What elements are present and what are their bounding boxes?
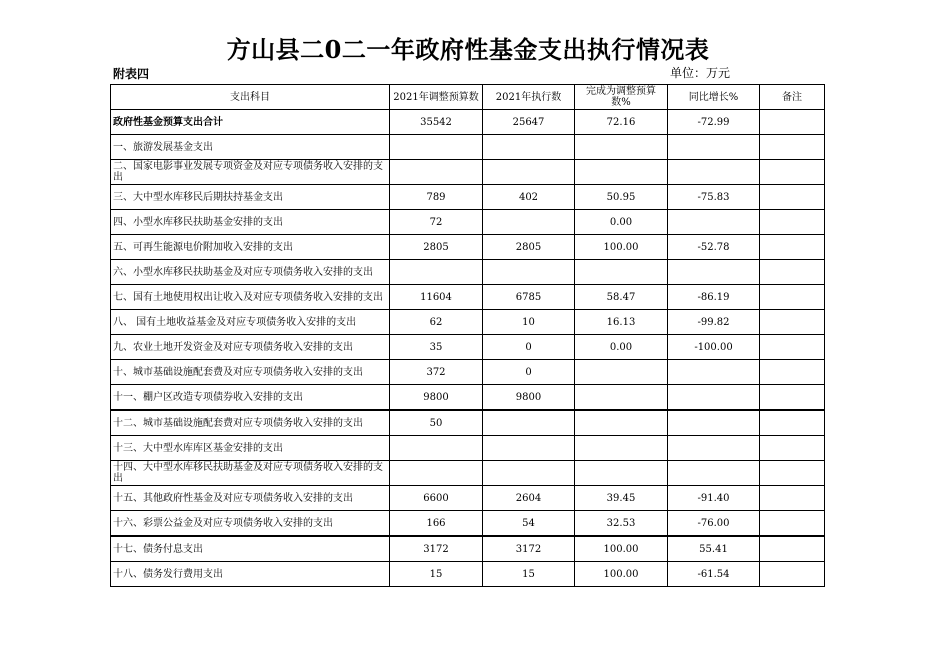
cell-budget: 9800 [390,385,483,411]
cell-note [760,110,825,135]
cell-budget: 3172 [390,536,483,562]
cell-subject: 十六、彩票公益金及对应专项债务收入安排的支出 [111,511,390,537]
cell-note [760,335,825,360]
cell-ratio [575,160,668,185]
header-note: 备注 [760,85,825,110]
cell-subject: 六、小型水库移民扶助基金及对应专项债务收入安排的支出 [111,260,390,285]
cell-subject: 十二、城市基础设施配套费对应专项债务收入安排的支出 [111,410,390,436]
cell-subject: 十三、大中型水库库区基金安排的支出 [111,436,390,461]
cell-budget: 372 [390,360,483,385]
cell-ratio [575,436,668,461]
cell-actual: 9800 [483,385,575,411]
cell-growth: -91.40 [668,486,760,511]
cell-budget: 789 [390,185,483,210]
expenditure-table [110,84,825,587]
cell-growth [668,210,760,235]
table-row [111,562,825,587]
cell-budget: 15 [390,562,483,587]
cell-growth: -76.00 [668,511,760,537]
cell-note [760,486,825,511]
cell-actual: 54 [483,511,575,537]
cell-actual [483,210,575,235]
cell-growth [668,410,760,436]
cell-ratio [575,135,668,160]
total-row [111,110,825,135]
cell-note [760,310,825,335]
cell-actual: 3172 [483,536,575,562]
cell-ratio: 58.47 [575,285,668,310]
cell-ratio: 100.00 [575,235,668,260]
cell-actual: 6785 [483,285,575,310]
cell-growth: -75.83 [668,185,760,210]
cell-note [760,360,825,385]
cell-budget [390,436,483,461]
cell-subject: 五、可再生能源电价附加收入安排的支出 [111,235,390,260]
cell-budget: 35 [390,335,483,360]
header-ratio: 完成为调整预算数% [575,85,668,110]
cell-budget [390,461,483,486]
cell-note [760,235,825,260]
cell-subject: 二、国家电影事业发展专项资金及对应专项债务收入安排的支出 [111,160,390,185]
cell-budget: 35542 [390,110,483,135]
cell-note [760,285,825,310]
cell-growth: -99.82 [668,310,760,335]
table-row [111,285,825,310]
cell-ratio: 0.00 [575,335,668,360]
cell-budget [390,160,483,185]
cell-growth: -72.99 [668,110,760,135]
cell-subject: 四、小型水库移民扶助基金安排的支出 [111,210,390,235]
cell-budget [390,135,483,160]
table-row [111,536,825,562]
header-actual: 2021年执行数 [483,85,575,110]
cell-subject: 十五、其他政府性基金及对应专项债务收入安排的支出 [111,486,390,511]
cell-growth: -100.00 [668,335,760,360]
cell-growth [668,436,760,461]
table-body [111,110,825,587]
cell-budget: 72 [390,210,483,235]
header-subject: 支出科目 [111,85,390,110]
cell-note [760,210,825,235]
cell-ratio [575,360,668,385]
cell-subject: 十一、棚户区改造专项债券收入安排的支出 [111,385,390,411]
table-row [111,360,825,385]
cell-note [760,135,825,160]
cell-growth: 55.41 [668,536,760,562]
cell-budget [390,260,483,285]
cell-actual [483,135,575,160]
table-row [111,185,825,210]
cell-budget: 62 [390,310,483,335]
table-row [111,260,825,285]
cell-ratio [575,410,668,436]
cell-note [760,436,825,461]
table-row [111,410,825,436]
cell-ratio: 16.13 [575,310,668,335]
cell-budget: 6600 [390,486,483,511]
cell-growth [668,135,760,160]
cell-budget: 166 [390,511,483,537]
table-row [111,135,825,160]
cell-actual: 2805 [483,235,575,260]
table-row [111,235,825,260]
cell-growth [668,461,760,486]
cell-ratio [575,461,668,486]
cell-note [760,185,825,210]
cell-actual [483,160,575,185]
cell-growth: -86.19 [668,285,760,310]
cell-growth [668,385,760,411]
cell-ratio: 72.16 [575,110,668,135]
table-row [111,436,825,461]
cell-note [760,260,825,285]
cell-note [760,536,825,562]
cell-subject: 一、旅游发展基金支出 [111,135,390,160]
table-row [111,461,825,486]
cell-subject: 十八、债务发行费用支出 [111,562,390,587]
cell-subject: 九、农业土地开发资金及对应专项债务收入安排的支出 [111,335,390,360]
cell-actual: 25647 [483,110,575,135]
table-row [111,160,825,185]
header-row [111,85,825,110]
header-growth: 同比增长% [668,85,760,110]
cell-subject: 三、大中型水库移民后期扶持基金支出 [111,185,390,210]
cell-ratio: 100.00 [575,536,668,562]
cell-actual: 0 [483,360,575,385]
cell-subject: 七、国有土地使用权出让收入及对应专项债务收入安排的支出 [111,285,390,310]
cell-actual: 402 [483,185,575,210]
table-row [111,385,825,411]
cell-subject: 十七、债务付息支出 [111,536,390,562]
table-row [111,310,825,335]
table-row [111,335,825,360]
cell-budget: 50 [390,410,483,436]
table-row [111,486,825,511]
cell-growth: -52.78 [668,235,760,260]
cell-actual: 15 [483,562,575,587]
cell-actual: 0 [483,335,575,360]
cell-growth [668,160,760,185]
header-budget: 2021年调整预算数 [390,85,483,110]
cell-budget: 11604 [390,285,483,310]
page-title: 方山县二0二一年政府性基金支出执行情况表 [226,35,710,64]
cell-subject: 八、 国有土地收益基金及对应专项债务收入安排的支出 [111,310,390,335]
cell-ratio: 100.00 [575,562,668,587]
cell-growth: -61.54 [668,562,760,587]
cell-ratio: 50.95 [575,185,668,210]
cell-note [760,461,825,486]
cell-subject: 十、城市基础设施配套费及对应专项债务收入安排的支出 [111,360,390,385]
cell-note [760,410,825,436]
cell-ratio: 0.00 [575,210,668,235]
cell-actual: 2604 [483,486,575,511]
cell-note [760,511,825,537]
cell-subject: 政府性基金预算支出合计 [111,110,390,135]
table-row [111,511,825,537]
appendix-label: 附表四 [113,67,150,81]
cell-growth [668,360,760,385]
table-row [111,210,825,235]
cell-actual [483,436,575,461]
cell-ratio: 39.45 [575,486,668,511]
cell-growth [668,260,760,285]
cell-ratio [575,385,668,411]
cell-budget: 2805 [390,235,483,260]
cell-subject: 十四、大中型水库移民扶助基金及对应专项债务收入安排的支出 [111,461,390,486]
unit-label: 单位：万元 [670,66,731,80]
cell-actual [483,461,575,486]
cell-ratio: 32.53 [575,511,668,537]
cell-ratio [575,260,668,285]
cell-note [760,562,825,587]
cell-actual [483,410,575,436]
cell-actual: 10 [483,310,575,335]
cell-note [760,385,825,411]
cell-note [760,160,825,185]
cell-actual [483,260,575,285]
